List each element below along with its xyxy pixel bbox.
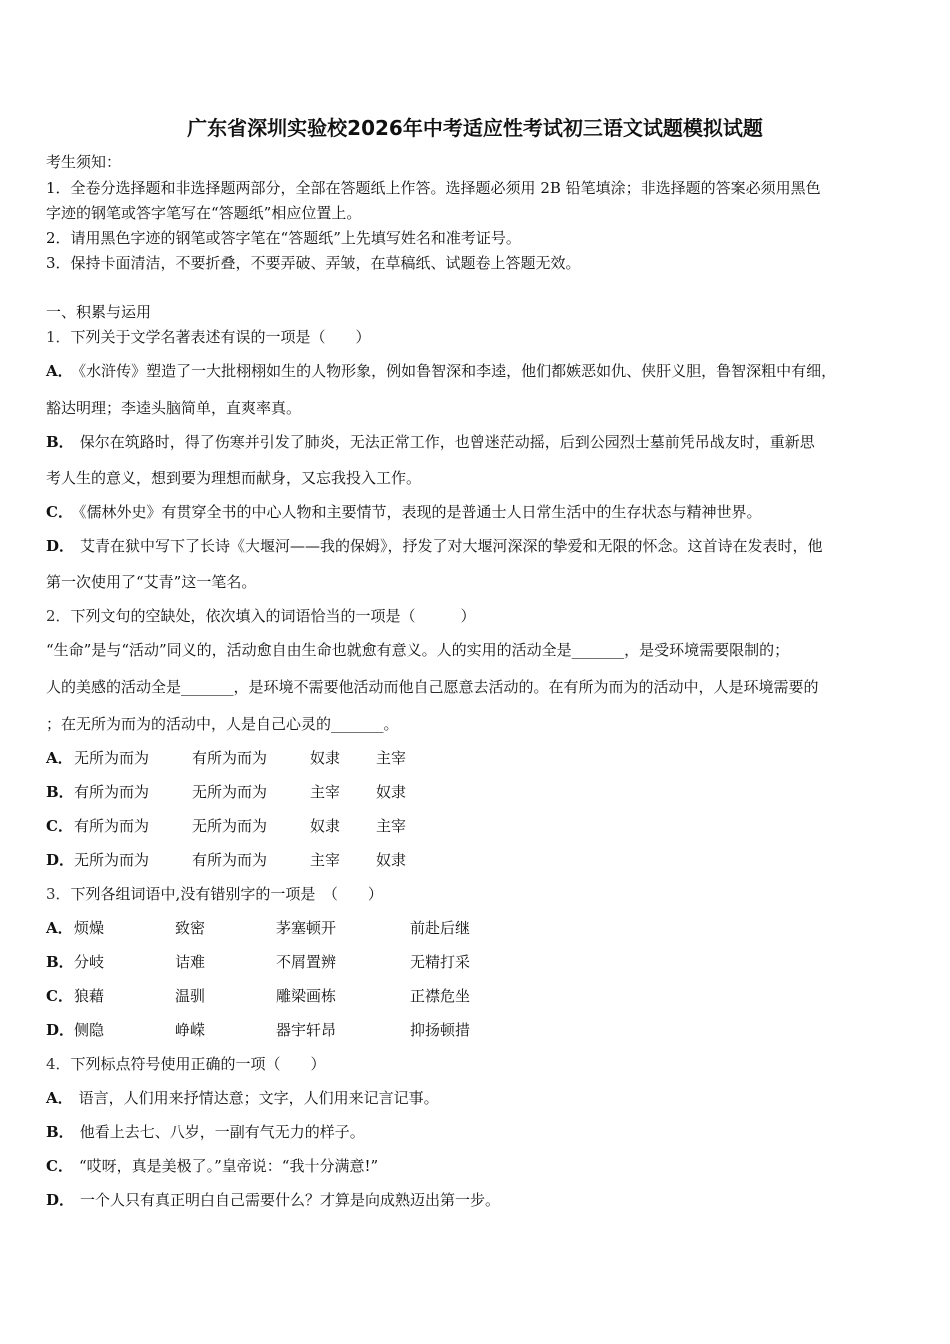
option-cell: 峥嵘: [175, 1021, 206, 1039]
q4-option-b: [46, 1122, 365, 1142]
option-cell: 有所为而为: [74, 783, 150, 801]
notice-line: 字迹的钢笔或答字笔写在“答题纸”相应位置上。: [46, 204, 362, 222]
notice-line: 2．请用黑色字迹的钢笔或答字笔在“答题纸”上先填写姓名和准考证号。: [46, 229, 521, 247]
option-cell: 分岐: [74, 953, 105, 971]
option-cell: 烦燥: [74, 919, 105, 937]
q1-option-c: [46, 502, 761, 522]
question-number: 1．: [46, 328, 71, 346]
option-cell: 奴隶: [310, 749, 341, 767]
option-cell: 茅塞顿开: [276, 919, 337, 937]
option-label: B．: [46, 1123, 74, 1141]
option-cell: 抑扬顿措: [410, 1021, 471, 1039]
section-heading: 一、积累与运用: [46, 303, 152, 321]
option-cell: 器宇轩昂: [276, 1021, 337, 1039]
page-title: 广东省深圳实验校2026年中考适应性考试初三语文试题模拟试题: [187, 116, 763, 140]
question-text: 下列各组词语中,没有错别字的一项是 （ ）: [70, 885, 383, 903]
option-label: D．: [46, 537, 75, 555]
option-text: 《水浒传》塑造了一大批栩栩如生的人物形象，例如鲁智深和李逵，他们都嫉恶如仇、侠肝义胆，鲁智深粗中有细，: [78, 362, 837, 380]
option-label: C．: [46, 987, 73, 1005]
option-cell: 无所为而为: [192, 783, 268, 801]
notice-line: 1．全卷分选择题和非选择题两部分，全部在答题纸上作答。选择题必须用 2B 铅笔填涂；非选择题的答案必须用黑色: [46, 179, 821, 197]
option-text: 《儒林外史》有贯穿全书的中心人物和主要情节，表现的是普通士人日常生活中的生存状态与精神世界。: [78, 503, 762, 521]
question-text: 下列标点符号使用正确的一项（ ）: [70, 1055, 326, 1073]
q3-option-c: [46, 986, 471, 1006]
option-label: C．: [46, 817, 73, 835]
option-text: 保尔在筑路时，得了伤寒并引发了肺炎，无法正常工作，也曾迷茫动摇，后到公园烈士墓前凭吊战友时，重新思: [79, 433, 815, 451]
option-cell: 有所为而为: [74, 817, 150, 835]
option-label: C．: [46, 503, 73, 521]
q2-passage-line: “生命”是与“活动”同义的，活动愈自由生命也就愈有意义。人的实用的活动全是_______，是受环境需要限制的；: [46, 641, 790, 659]
option-label: C．: [46, 1157, 73, 1175]
option-cell: 无精打采: [410, 953, 471, 971]
question-2-stem: [46, 606, 476, 626]
option-cell: 前赴后继: [410, 919, 471, 937]
option-cell: 无所为而为: [74, 749, 150, 767]
option-text: 艾青在狱中写下了长诗《大堰河——我的保姆》，抒发了对大堰河深深的挚爱和无限的怀念。这首诗在发表时，他: [80, 537, 823, 555]
option-cell: 奴隶: [310, 817, 341, 835]
option-text: “哎呀，真是美极了。”皇帝说：“我十分满意!”: [78, 1157, 379, 1175]
option-cell: 无所为而为: [74, 851, 150, 869]
option-label: A．: [46, 749, 73, 767]
q2-passage-line: ；在无所为而为的活动中，人是自己心灵的_______。: [46, 715, 399, 733]
option-cell: 主宰: [310, 783, 341, 801]
q3-option-b: [46, 952, 471, 972]
q2-option-b: [46, 782, 407, 802]
notice-heading: 考生须知：: [46, 153, 122, 171]
option-text: 他看上去七、八岁，一副有气无力的样子。: [79, 1123, 365, 1141]
option-cell: 有所为而为: [192, 749, 268, 767]
q2-option-a: [46, 748, 407, 768]
option-cell: 主宰: [376, 817, 407, 835]
option-cell: 无所为而为: [192, 817, 268, 835]
q2-passage-line: 人的美感的活动全是_______，是环境不需要他活动而他自己愿意去活动的。在有所为而为的活动中，人是环境需要的: [46, 678, 819, 696]
q4-option-d: [46, 1190, 500, 1210]
option-label: D．: [46, 1191, 75, 1209]
question-1-stem: [46, 327, 371, 347]
option-cell: 致密: [175, 919, 206, 937]
question-number: 2．: [46, 607, 71, 625]
q2-option-d: [46, 850, 407, 870]
question-number: 3．: [46, 885, 71, 903]
notice-line: 3．保持卡面清洁，不要折叠，不要弄破、弄皱，在草稿纸、试题卷上答题无效。: [46, 254, 581, 272]
q3-option-a: [46, 918, 471, 938]
q1-option-b-cont: 考人生的意义，想到要为理想而献身，又忘我投入工作。: [46, 469, 422, 487]
question-text: 下列关于文学名著表述有误的一项是（ ）: [70, 328, 371, 346]
option-text: 一个人只有真正明白自己需要什么？才算是向成熟迈出第一步。: [80, 1191, 501, 1209]
q1-option-d: [46, 536, 823, 556]
option-cell: 狼藉: [74, 987, 105, 1005]
option-label: A．: [46, 919, 73, 937]
option-cell: 奴隶: [376, 851, 407, 869]
q4-option-c: [46, 1156, 378, 1176]
question-number: 4．: [46, 1055, 71, 1073]
option-label: A．: [46, 362, 73, 380]
option-label: B．: [46, 433, 74, 451]
q1-option-b: [46, 432, 815, 452]
q4-option-a: [46, 1088, 439, 1108]
option-cell: 温驯: [175, 987, 206, 1005]
option-text: 语言，人们用来抒情达意；文字，人们用来记言记事。: [78, 1089, 439, 1107]
question-3-stem: [46, 884, 383, 904]
option-cell: 雕梁画栋: [276, 987, 337, 1005]
q3-option-d: [46, 1020, 471, 1040]
q1-option-a-cont: 豁达明理；李逵头脑简单，直爽率真。: [46, 399, 302, 417]
q1-option-a: [46, 361, 836, 381]
option-label: A．: [46, 1089, 73, 1107]
option-cell: 不屑置辨: [276, 953, 337, 971]
option-cell: 诘难: [175, 953, 206, 971]
q1-option-d-cont: 第一次使用了“艾青”这一笔名。: [46, 573, 257, 591]
option-label: D．: [46, 1021, 75, 1039]
option-cell: 正襟危坐: [410, 987, 471, 1005]
question-4-stem: [46, 1054, 326, 1074]
option-cell: 主宰: [376, 749, 407, 767]
option-cell: 主宰: [310, 851, 341, 869]
option-label: B．: [46, 783, 74, 801]
question-text: 下列文句的空缺处，依次填入的词语恰当的一项是（ ）: [70, 607, 476, 625]
option-label: D．: [46, 851, 75, 869]
option-label: B．: [46, 953, 74, 971]
option-cell: 有所为而为: [192, 851, 268, 869]
option-cell: 侧隐: [74, 1021, 105, 1039]
option-cell: 奴隶: [376, 783, 407, 801]
q2-option-c: [46, 816, 407, 836]
